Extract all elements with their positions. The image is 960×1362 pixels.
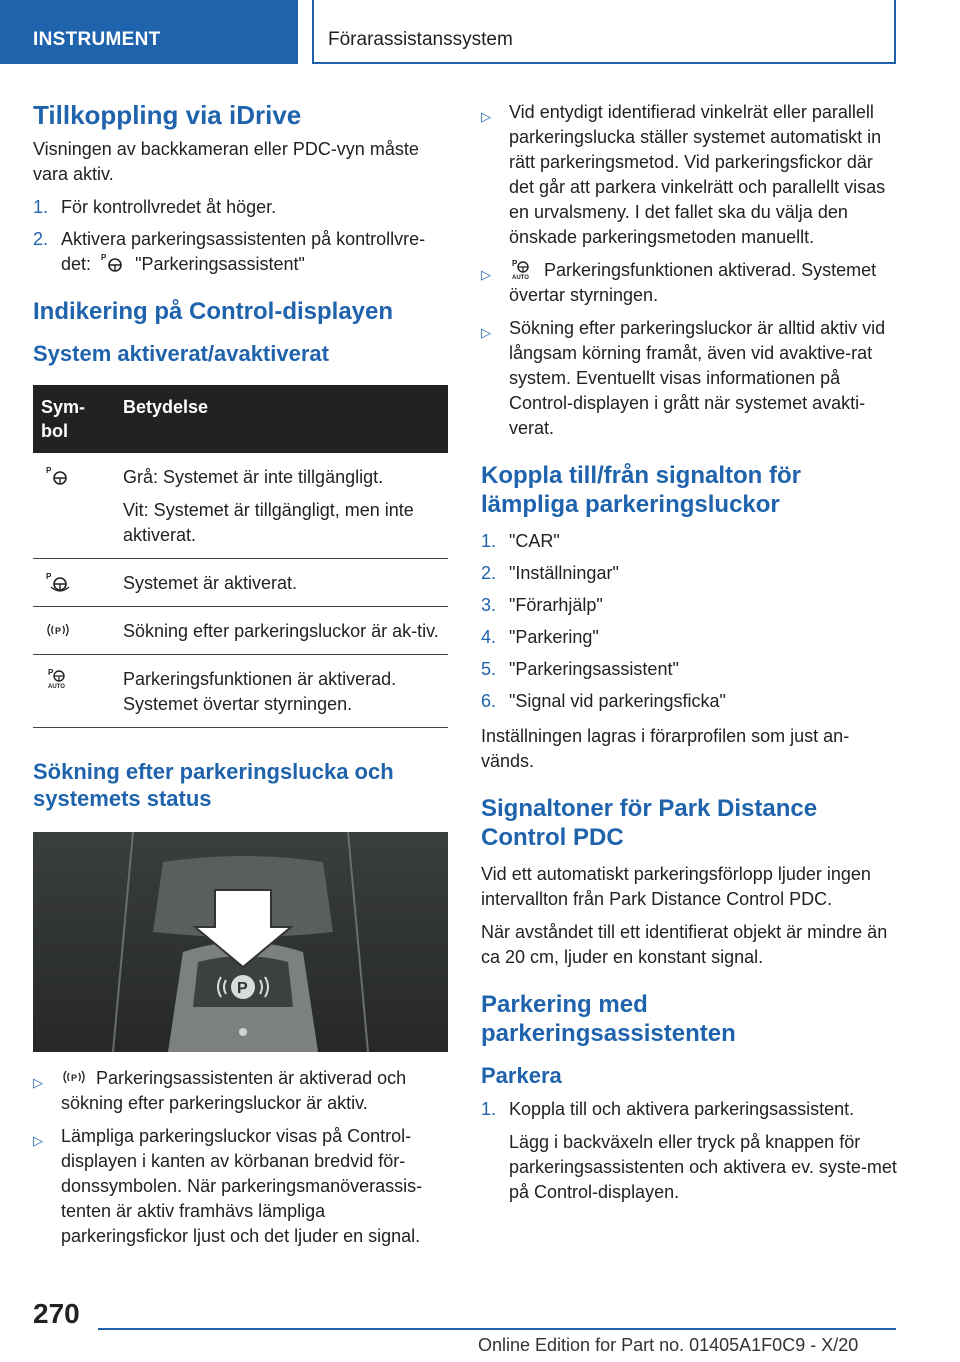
heading-signal: Koppla till/från signalton för lämpliga parkeringsluckor: [481, 462, 801, 518]
list-item: [33, 195, 448, 220]
bullet-text: [509, 258, 901, 308]
triangle-bullet-icon: ▷: [481, 325, 491, 340]
parking-search-icon: [61, 1066, 87, 1088]
search-bullets: [33, 1066, 448, 1249]
step-text: [61, 227, 448, 277]
list-item: [33, 1066, 448, 1116]
step-text: "Signal vid parkeringsficka": [509, 691, 726, 711]
triangle-bullet-icon: ▷: [481, 109, 491, 124]
chapter-tab: [312, 0, 896, 64]
step-text: [509, 1097, 901, 1205]
svg-text:P: P: [46, 466, 52, 475]
list-item: [481, 657, 901, 682]
step-number: 1.: [481, 531, 497, 551]
heading-park: Parkera: [481, 1063, 562, 1088]
meaning-line: Sökning efter parkeringsluckor är ak-tiv.: [123, 621, 439, 641]
svg-text:AUTO: AUTO: [512, 275, 529, 280]
meaning-line: Vit: Systemet är tillgängligt, men inte aktiverat.: [123, 500, 414, 545]
step-number: 4.: [481, 627, 497, 647]
triangle-bullet-icon: ▷: [33, 1133, 43, 1148]
step-number: 5.: [481, 659, 497, 679]
bullet-text: Sökning efter parkeringsluckor är alltid aktiv vid långsam körning framåt, även vid avaktive-rat system. Eventuellt visas informationen på Control-displayen i grått när systemet avakti-verat.: [509, 318, 886, 438]
heading-status: System aktiverat/avaktiverat: [33, 341, 329, 366]
meaning-line: Grå: Systemet är inte tillgängligt.: [123, 467, 384, 487]
list-item: [481, 529, 901, 554]
parking-assistant-grey-icon: [45, 465, 71, 487]
step-number: 2.: [481, 563, 497, 583]
step-number: 6.: [481, 691, 497, 711]
meaning-line: Parkeringsfunktionen är aktiverad. Systemet övertar styrningen.: [123, 669, 397, 714]
list-item: [33, 1124, 448, 1249]
step-number: 1.: [481, 1099, 497, 1119]
parking-assistant-active-icon: [45, 571, 71, 593]
meaning-cell: [115, 607, 448, 655]
symbol-cell: [33, 607, 115, 655]
step-main: Koppla till och aktivera parkeringsassistent.: [509, 1099, 855, 1119]
left-column: [33, 100, 448, 1257]
parking-assistant-icon: [100, 252, 126, 274]
svg-text:P: P: [101, 253, 107, 262]
step-text: "Parkeringsassistent": [509, 659, 679, 679]
parking-search-icon: [45, 619, 71, 641]
list-item: [481, 689, 901, 714]
method-bullets: [481, 100, 901, 441]
pdc-paragraph-1: Vid ett automatiskt parkeringsförlopp ljuder ingen intervallton från Park Distance Control PDC.: [481, 864, 871, 909]
parking-display-image: [33, 832, 448, 1052]
step-number: 1.: [33, 197, 49, 217]
list-item: [481, 561, 901, 586]
edition-text: Online Edition for Part no. 01405A1F0C9 - X/20: [478, 1335, 859, 1355]
signal-note: Inställningen lagras i förarprofilen som just an-vänds.: [481, 726, 850, 771]
column-header-symbol: Sym-bol: [33, 385, 115, 453]
step-text: "Förarhjälp": [509, 595, 603, 615]
step-text: "Inställningar": [509, 563, 619, 583]
symbol-cell: [33, 655, 115, 728]
svg-text:P: P: [71, 1073, 78, 1083]
symbol-table: [33, 385, 448, 728]
list-item: [481, 258, 901, 308]
list-item: [481, 1097, 901, 1205]
bullet-text: Lämpliga parkeringsluckor visas på Control-displayen i kanten av körbanan bredvid för-donssymbolen. När parkeringsmanöverassis-tenten är aktiv framhävs lämpliga parkeringsfickor ljust och det ljuder en signal.: [61, 1126, 423, 1246]
bullet-text-content: Parkeringsassistenten är aktiverad och sökning efter parkeringsluckor är aktiv.: [61, 1068, 407, 1113]
column-header-meaning: Betydelse: [115, 385, 448, 453]
svg-text:P: P: [46, 572, 52, 581]
svg-text:P: P: [237, 980, 248, 997]
step-sub: Lägg i backväxeln eller tryck på knappen för parkeringsassistenten och aktivera ev. syste-met på Control-displayen.: [509, 1132, 897, 1202]
step-text-before: Aktivera parkeringsassistenten på kontrollvre-det:: [61, 229, 426, 274]
list-item: [481, 100, 901, 250]
symbol-cell: [33, 453, 115, 559]
heading-search: Sökning efter parkeringslucka och systemets status: [33, 759, 394, 811]
section-label: INSTRUMENT: [33, 29, 161, 50]
table-row: [33, 655, 448, 728]
parking-auto-icon: [45, 667, 71, 689]
heading-parking: Parkering med parkeringsassistenten: [481, 991, 736, 1047]
triangle-bullet-icon: ▷: [33, 1075, 43, 1090]
meaning-line: Systemet är aktiverat.: [123, 573, 298, 593]
step-number: 2.: [33, 229, 49, 249]
meaning-cell: [115, 655, 448, 728]
park-steps: [481, 1097, 901, 1205]
chapter-label: Förarassistanssystem: [328, 29, 513, 50]
svg-text:AUTO: AUTO: [48, 684, 65, 689]
table-row: [33, 559, 448, 607]
section-tab: [0, 0, 298, 64]
list-item: [481, 593, 901, 618]
pdc-paragraph-2: När avståndet till ett identifierat objekt är mindre än ca 20 cm, ljuder en konstant signal.: [481, 922, 888, 967]
bullet-text-content: Parkeringsfunktionen aktiverad. Systemet övertar styrningen.: [509, 260, 877, 305]
meaning-cell: [115, 559, 448, 607]
step-text: "Parkering": [509, 627, 599, 647]
step-number: 3.: [481, 595, 497, 615]
list-item: [481, 316, 901, 441]
symbol-cell: [33, 559, 115, 607]
svg-text:P: P: [512, 259, 518, 268]
heading-idrive: Tillkoppling via iDrive: [33, 100, 302, 130]
page-number: 270: [33, 1298, 80, 1329]
list-item: [33, 227, 448, 277]
footer-divider: [98, 1328, 896, 1330]
list-item: [481, 625, 901, 650]
heading-indication: Indikering på Control-displayen: [33, 298, 394, 325]
bullet-text: [61, 1066, 448, 1116]
svg-text:P: P: [48, 668, 54, 677]
step-text-after: "Parkeringsassistent": [135, 254, 305, 274]
step-text: "CAR": [509, 531, 560, 551]
parking-auto-icon: [509, 258, 535, 280]
triangle-bullet-icon: ▷: [481, 267, 491, 282]
meaning-cell: [115, 453, 448, 559]
svg-text:P: P: [55, 626, 62, 636]
idrive-intro: Visningen av backkameran eller PDC-vyn måste vara aktiv.: [33, 139, 419, 184]
table-row: [33, 607, 448, 655]
table-header-row: [33, 385, 448, 453]
signal-steps: [481, 529, 901, 714]
table-row: [33, 453, 448, 559]
right-column: [481, 100, 901, 1215]
heading-pdc: Signaltoner för Park Distance Control PDC: [481, 795, 818, 851]
idrive-steps: [33, 195, 448, 277]
bullet-text: Vid entydigt identifierad vinkelrät eller parallell parkeringslucka ställer systemet automatiskt in rätt parkeringsmetod. Vid parkeringsfickor där det går att parkera vinkelrätt och parallellt visas en urvalsmeny. I det fallet ska du välja den önskade parkeringsmetoden manuellt.: [509, 102, 886, 247]
step-text: För kontrollvredet åt höger.: [61, 197, 277, 217]
